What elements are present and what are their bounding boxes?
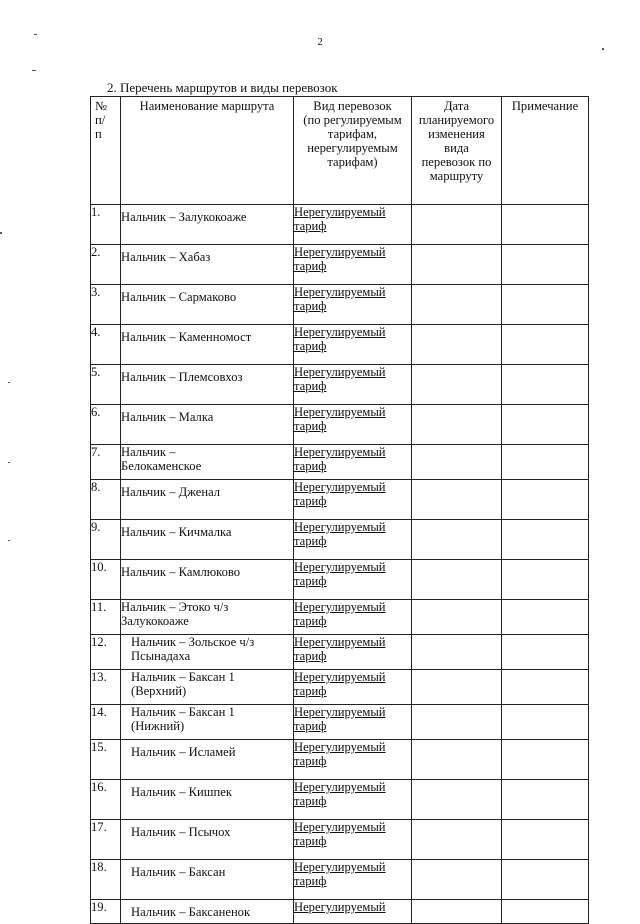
table-row	[91, 560, 589, 600]
route-name: Нальчик – Кишпек	[121, 780, 294, 820]
scan-mark	[602, 48, 604, 50]
transport-kind: Нерегулируемый тариф	[294, 365, 386, 393]
table-row	[91, 705, 589, 740]
note-cell	[502, 705, 589, 740]
table-row	[91, 480, 589, 520]
planned-change-date-cell	[412, 560, 502, 600]
route-name: Нальчик – Баксаненок	[121, 900, 294, 924]
transport-kind: Нерегулируемый тариф	[294, 560, 386, 588]
table-row	[91, 670, 589, 705]
note-cell	[502, 670, 589, 705]
transport-kind: Нерегулируемый тариф	[294, 285, 386, 313]
planned-change-date-cell	[412, 480, 502, 520]
table-row	[91, 365, 589, 405]
transport-kind-cell	[294, 405, 412, 445]
page-number: 2	[317, 36, 323, 48]
section-title: 2. Перечень маршрутов и виды перевозок	[107, 80, 338, 95]
planned-change-date-cell	[412, 900, 502, 924]
route-name: Нальчик – Хабаз	[121, 245, 294, 285]
transport-kind-cell	[294, 705, 412, 740]
note-cell	[502, 285, 589, 325]
planned-change-date-cell	[412, 780, 502, 820]
transport-kind: Нерегулируемый тариф	[294, 245, 386, 273]
scan-mark	[32, 70, 36, 71]
route-name: Нальчик – Племсовхоз	[121, 365, 294, 405]
planned-change-date-cell	[412, 445, 502, 480]
note-cell	[502, 245, 589, 285]
route-name: Нальчик – Малка	[121, 405, 294, 445]
row-number: 17.	[91, 820, 121, 860]
scan-mark	[8, 382, 10, 383]
transport-kind: Нерегулируемый тариф	[294, 780, 386, 808]
route-name: Нальчик – Исламей	[121, 740, 294, 780]
transport-kind-cell	[294, 245, 412, 285]
note-cell	[502, 900, 589, 924]
note-cell	[502, 365, 589, 405]
table-row	[91, 900, 589, 924]
transport-kind-cell	[294, 520, 412, 560]
note-cell	[502, 860, 589, 900]
transport-kind-cell	[294, 780, 412, 820]
row-number: 10.	[91, 560, 121, 600]
transport-kind-cell	[294, 560, 412, 600]
row-number: 1.	[91, 205, 121, 245]
row-number: 18.	[91, 860, 121, 900]
planned-change-date-cell	[412, 205, 502, 245]
table-row	[91, 740, 589, 780]
planned-change-date-cell	[412, 860, 502, 900]
note-cell	[502, 205, 589, 245]
planned-change-date-cell	[412, 520, 502, 560]
planned-change-date-cell	[412, 740, 502, 780]
table-row	[91, 860, 589, 900]
table-row	[91, 285, 589, 325]
transport-kind-cell	[294, 600, 412, 635]
table-row	[91, 520, 589, 560]
route-name: Нальчик – Баксан	[121, 860, 294, 900]
header-note: Примечание	[502, 97, 589, 205]
scan-mark	[0, 232, 2, 234]
table-row	[91, 405, 589, 445]
transport-kind-cell	[294, 900, 412, 924]
planned-change-date-cell	[412, 600, 502, 635]
note-cell	[502, 600, 589, 635]
note-cell	[502, 635, 589, 670]
note-cell	[502, 480, 589, 520]
transport-kind: Нерегулируемый тариф	[294, 205, 386, 233]
table-row	[91, 820, 589, 860]
table-row	[91, 445, 589, 480]
row-number: 19.	[91, 900, 121, 924]
planned-change-date-cell	[412, 635, 502, 670]
table-row	[91, 245, 589, 285]
planned-change-date-cell	[412, 325, 502, 365]
row-number: 8.	[91, 480, 121, 520]
transport-kind: Нерегулируемый тариф	[294, 520, 386, 548]
note-cell	[502, 325, 589, 365]
note-cell	[502, 780, 589, 820]
transport-kind: Нерегулируемый тариф	[294, 635, 386, 663]
planned-change-date-cell	[412, 365, 502, 405]
scan-mark	[34, 34, 37, 35]
route-name: Нальчик – Псычох	[121, 820, 294, 860]
note-cell	[502, 445, 589, 480]
route-name: Нальчик – Этоко ч/з Залукокоаже	[121, 600, 294, 635]
transport-kind: Нерегулируемый тариф	[294, 860, 386, 888]
scan-mark	[8, 462, 10, 463]
header-number: № п/ п	[91, 97, 121, 205]
route-name: Нальчик – Баксан 1 (Нижний)	[121, 705, 294, 740]
transport-kind-cell	[294, 820, 412, 860]
route-name: Нальчик – Залукокоаже	[121, 205, 294, 245]
transport-kind-cell	[294, 365, 412, 405]
table-row	[91, 600, 589, 635]
transport-kind-cell	[294, 860, 412, 900]
route-name: Нальчик – Каменномост	[121, 325, 294, 365]
routes-table	[90, 96, 589, 924]
transport-kind: Нерегулируемый тариф	[294, 740, 386, 768]
route-name: Нальчик – Зольское ч/з Псынадаха	[121, 635, 294, 670]
table-row	[91, 205, 589, 245]
row-number: 13.	[91, 670, 121, 705]
transport-kind: Нерегулируемый тариф	[294, 600, 386, 628]
route-name: Нальчик – Сармаково	[121, 285, 294, 325]
table-row	[91, 325, 589, 365]
note-cell	[502, 520, 589, 560]
note-cell	[502, 560, 589, 600]
row-number: 4.	[91, 325, 121, 365]
transport-kind-cell	[294, 635, 412, 670]
transport-kind: Нерегулируемый тариф	[294, 480, 386, 508]
route-name: Нальчик – Белокаменское	[121, 445, 294, 480]
transport-kind: Нерегулируемый тариф	[294, 820, 386, 848]
row-number: 14.	[91, 705, 121, 740]
row-number: 15.	[91, 740, 121, 780]
row-number: 5.	[91, 365, 121, 405]
route-name: Нальчик – Дженал	[121, 480, 294, 520]
transport-kind-cell	[294, 285, 412, 325]
transport-kind: Нерегулируемый	[294, 900, 386, 914]
transport-kind: Нерегулируемый тариф	[294, 705, 386, 733]
transport-kind-cell	[294, 205, 412, 245]
route-name: Нальчик – Кичмалка	[121, 520, 294, 560]
note-cell	[502, 820, 589, 860]
transport-kind-cell	[294, 325, 412, 365]
row-number: 2.	[91, 245, 121, 285]
planned-change-date-cell	[412, 285, 502, 325]
transport-kind-cell	[294, 670, 412, 705]
transport-kind: Нерегулируемый тариф	[294, 445, 386, 473]
table-header-row	[91, 97, 589, 205]
transport-kind-cell	[294, 480, 412, 520]
planned-change-date-cell	[412, 245, 502, 285]
row-number: 9.	[91, 520, 121, 560]
transport-kind: Нерегулируемый тариф	[294, 325, 386, 353]
transport-kind: Нерегулируемый тариф	[294, 670, 386, 698]
table-row	[91, 780, 589, 820]
row-number: 16.	[91, 780, 121, 820]
header-planned-change-date: Дата планируемого изменения вида перевозок по маршруту	[412, 97, 502, 205]
row-number: 11.	[91, 600, 121, 635]
note-cell	[502, 405, 589, 445]
transport-kind: Нерегулируемый тариф	[294, 405, 386, 433]
row-number: 12.	[91, 635, 121, 670]
table-row	[91, 635, 589, 670]
planned-change-date-cell	[412, 670, 502, 705]
planned-change-date-cell	[412, 405, 502, 445]
planned-change-date-cell	[412, 820, 502, 860]
route-name: Нальчик – Баксан 1 (Верхний)	[121, 670, 294, 705]
row-number: 3.	[91, 285, 121, 325]
header-route-name: Наименование маршрута	[121, 97, 294, 205]
transport-kind-cell	[294, 445, 412, 480]
row-number: 7.	[91, 445, 121, 480]
route-name: Нальчик – Камлюково	[121, 560, 294, 600]
scan-mark	[8, 540, 10, 541]
header-transport-kind: Вид перевозок (по регулируемым тарифам, нерегулируемым тарифам)	[294, 97, 412, 205]
transport-kind-cell	[294, 740, 412, 780]
note-cell	[502, 740, 589, 780]
row-number: 6.	[91, 405, 121, 445]
planned-change-date-cell	[412, 705, 502, 740]
